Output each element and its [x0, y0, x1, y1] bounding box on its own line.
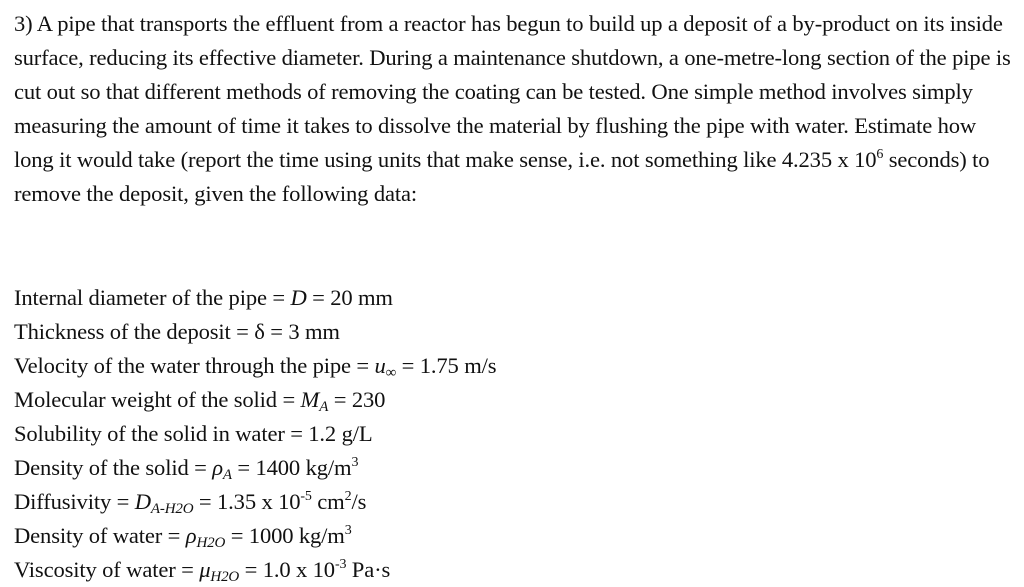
symbol-d: D — [134, 489, 151, 514]
problem-exponent: 6 — [876, 147, 884, 162]
subscript-a-h2o: A-H2O — [150, 501, 194, 517]
data-item-diffusivity: Diffusivity = $D_{A-H2O} = 1.35$ x $10^{-5}$ $cm^2/s$ — [14, 489, 367, 517]
data-item-water-viscosity: Viscosity of water = $\mu_{H2O} = 1.0$ x $10^{-3}$ Pa·s — [14, 557, 391, 585]
problem-text: A pipe that transports the effluent from a reactor has begun to build up a deposit of a by-product on its inside surface, reducing its effective diameter. During a maintenance shutdown, a one-metre-long section of the pipe is cut out so that different methods of removing the coating can be tested. One simple method involves simply measuring the amount of time it takes to dissolve the material by flushing the pipe with water. Estimate how long it would take (report the time using units that make sense, i.e. not something like 4.235 x 10 — [14, 11, 1011, 172]
symbol-delta: δ — [254, 319, 265, 344]
data-item-solubility: Solubility of the solid in water = 1.2 g/L — [14, 421, 373, 446]
given-data-list — [14, 281, 496, 587]
symbol-rho: ρ — [185, 523, 197, 548]
data-item-thickness: Thickness of the deposit = δ = 3 mm — [14, 319, 340, 344]
subscript-a: A — [319, 399, 329, 415]
data-item-diameter: Internal diameter of the pipe = D = 20 mm — [14, 285, 393, 310]
problem-text-end: seconds) to remove the deposit, given the following data: — [14, 147, 990, 206]
subscript-h2o: H2O — [210, 569, 240, 585]
symbol-m: M — [300, 387, 320, 412]
data-item-water-density: Density of water = $\rho_{H2O} = 1000$ $kg/m^3$ — [14, 523, 352, 551]
problem-number: 3) — [14, 11, 33, 36]
subscript-a: A — [222, 467, 232, 483]
subscript-h2o: H2O — [196, 535, 226, 551]
problem-statement — [14, 7, 1016, 211]
symbol-u: u — [374, 353, 386, 378]
problem-paragraph — [14, 7, 1016, 211]
symbol-rho: ρ — [212, 455, 223, 480]
data-item-solid-density: Density of the solid = $\rho_A = 1400$ $kg/m^3$ — [14, 455, 359, 483]
subscript-infinity: ∞ — [385, 365, 397, 381]
symbol-d: D — [290, 285, 307, 310]
data-item-velocity: Velocity of the water through the pipe = $u_\infty = 1.75$ m/s — [14, 353, 497, 381]
data-item-molecular-weight: Molecular weight of the solid = $M_A = 230$ — [14, 387, 386, 415]
symbol-mu: μ — [199, 557, 211, 582]
